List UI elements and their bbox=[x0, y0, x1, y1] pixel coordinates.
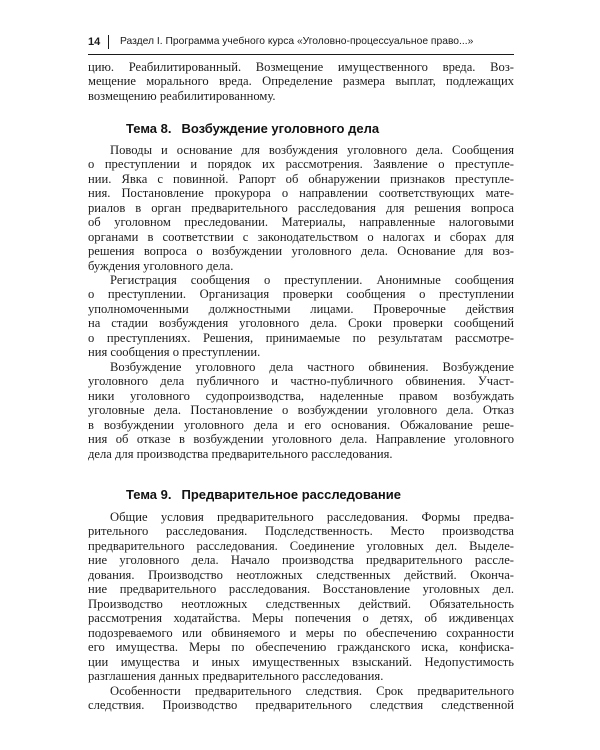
text-line: о преступлениях. Решения, принимаемые по результатам рассмотре- bbox=[88, 330, 514, 345]
text-line: нии. Явка с повинной. Рапорт об обнаружении признаков преступле- bbox=[88, 171, 514, 186]
text-line: буждения уголовного дела. bbox=[88, 258, 234, 273]
text-line: ния. Постановление прокурора о направлении соответствующих мате- bbox=[88, 186, 514, 201]
text-line: рассмотрения ходатайства. Меры попечения о детях, об иждивенцах bbox=[88, 611, 514, 626]
paragraph bbox=[88, 143, 514, 273]
text-line: дования. Производство неотложных следственных действий. Оконча- bbox=[88, 567, 514, 582]
text-line: ние уголовного дела. Начало производства предварительного рассле- bbox=[88, 553, 514, 568]
text-line: Возбуждение уголовного дела частного обвинения. Возбуждение bbox=[110, 360, 514, 374]
text-line: уполномоченными должностными лицами. Проверочные действия bbox=[88, 301, 514, 316]
text-line: предварительного расследования. Соединение уголовных дел. Выделе- bbox=[88, 538, 514, 553]
theme-title: Возбуждение уголовного дела bbox=[181, 121, 380, 136]
text-line: подозреваемого или обвиняемого и меры по обеспечению сохранности bbox=[88, 625, 514, 640]
text-line: на стадии возбуждения уголовного дела. Сроки проверки сообщений bbox=[88, 316, 514, 331]
text-line: органами в соответствии с законодательством о налогах и сборах для bbox=[88, 229, 514, 244]
text-line: Поводы и основание для возбуждения уголовного дела. Сообщения bbox=[110, 143, 514, 157]
text-line: ния об отказе в возбуждении уголовного дела. Направление уголовного bbox=[88, 432, 514, 447]
theme-9-heading bbox=[126, 487, 401, 502]
paragraph bbox=[88, 273, 514, 360]
text-line: об уголовном преследовании. Материалы, направленные налоговыми bbox=[88, 215, 514, 230]
running-header bbox=[88, 36, 513, 52]
text-line: риалов в орган предварительного расследования для решения вопроса bbox=[88, 200, 514, 215]
text-line: ники уголовного судопроизводства, наделенные правом возбуждать bbox=[88, 388, 514, 403]
text-line: возмещению реабилитированному. bbox=[88, 88, 276, 103]
header-separator bbox=[108, 35, 109, 49]
text-line: разглашения данных предварительного расследования. bbox=[88, 668, 384, 683]
theme-8-heading bbox=[126, 121, 379, 136]
text-line: ние предварительного расследования. Восстановление уголовных дел. bbox=[88, 582, 514, 597]
text-line: в возбуждении уголовного дела и его основания. Обжалование реше- bbox=[88, 417, 514, 432]
paragraph bbox=[88, 684, 514, 713]
text-line: следствия. Производство предварительного следствия следственной bbox=[88, 698, 514, 713]
text-line: его имущества. Меры по обеспечению гражданского иска, конфиска- bbox=[88, 640, 514, 655]
text-line: ции имущества и иных имущественных взысканий. Недопустимость bbox=[88, 654, 514, 669]
text-line: Регистрация сообщения о преступлении. Анонимные сообщения bbox=[110, 273, 514, 287]
intro-paragraph bbox=[88, 60, 514, 103]
paragraph bbox=[88, 510, 514, 683]
text-line: дела для производства предварительного расследования. bbox=[88, 446, 393, 461]
text-line: цию. Реабилитированный. Возмещение имущественного вреда. Воз- bbox=[88, 60, 514, 74]
text-line: о преступлении и порядок их рассмотрения. Заявление о преступле- bbox=[88, 157, 514, 172]
text-line: уголовные дела. Постановление о возбуждении уголовного дела. Отказ bbox=[88, 403, 514, 418]
header-rule bbox=[88, 54, 514, 55]
text-line: о преступлении. Организация проверки сообщения о преступлении bbox=[88, 287, 514, 302]
theme-number: Тема 8. bbox=[126, 121, 172, 136]
running-title: Раздел I. Программа учебного курса «Уголовно-процессуальное право...» bbox=[120, 36, 474, 47]
text-line: решения вопроса о возбуждении уголовного дела. Основание для воз- bbox=[88, 244, 514, 259]
theme-title: Предварительное расследование bbox=[181, 487, 401, 502]
text-line: рительного расследования. Подследственность. Место производства bbox=[88, 524, 514, 539]
paragraph bbox=[88, 360, 514, 461]
text-line: мещение морального вреда. Определение размера выплат, подлежащих bbox=[88, 74, 514, 89]
text-line: Производство неотложных следственных действий. Обязательность bbox=[88, 596, 514, 611]
text-line: Особенности предварительного следствия. Срок предварительного bbox=[110, 684, 514, 698]
page-number: 14 bbox=[88, 36, 101, 48]
text-line: Общие условия предварительного расследования. Формы предва- bbox=[110, 510, 514, 524]
theme-number: Тема 9. bbox=[126, 487, 172, 502]
text-line: уголовного дела публичного и частно-публичного обвинения. Участ- bbox=[88, 374, 514, 389]
text-line: ния сообщения о преступлении. bbox=[88, 345, 261, 360]
